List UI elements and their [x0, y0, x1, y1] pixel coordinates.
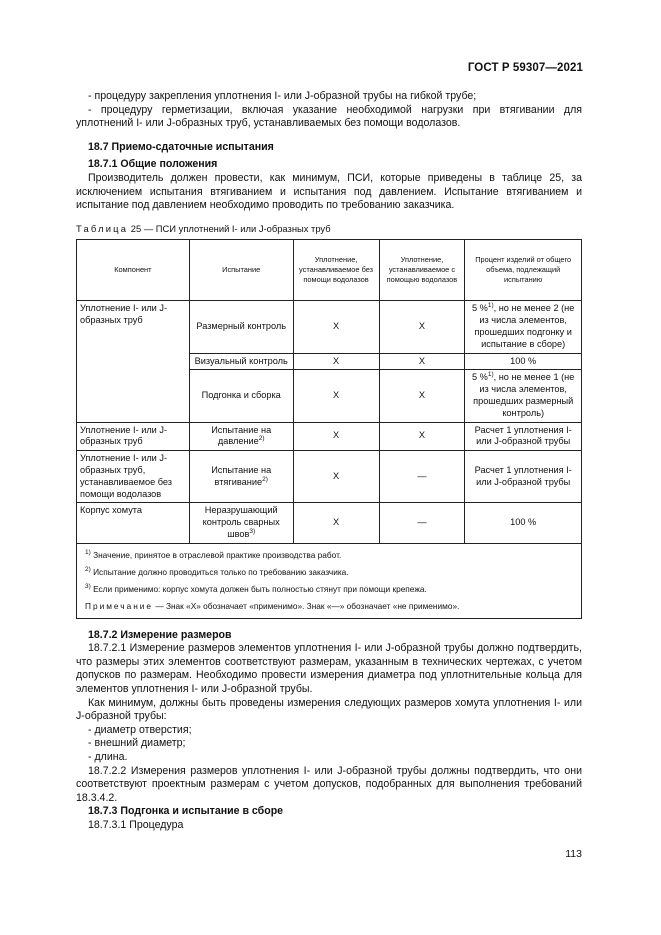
cell-percent	[465, 370, 582, 422]
table-footnotes	[77, 543, 582, 618]
footnote-ref: 3)	[249, 527, 256, 535]
header-no-divers: Уплотнение, устанавливаемое без помощи водолазов	[293, 240, 379, 301]
list-item: - длина.	[88, 751, 128, 764]
cell-test	[189, 422, 293, 451]
paragraph: Производитель должен провести, как минимум, ПСИ, которые приведены в таблице 25, за исключением испытания втягиванием и испытания под давлением. Испытание втягиванием и испытание под давлением необходимо проводить по требованию заказчика.	[76, 171, 582, 212]
cell-test: Подгонка и сборка	[189, 370, 293, 422]
cell-no-divers: X	[293, 451, 379, 503]
cell-component: Уплотнение I- или J-образных труб	[77, 422, 190, 451]
header-percent: Процент изделий от общего объема, подлежащий испытанию	[465, 240, 582, 301]
document-id-header: ГОСТ Р 59307—2021	[467, 62, 583, 74]
footnote-mark: 2)	[85, 565, 91, 573]
list-item: - процедуру закрепления уплотнения I- или J-образной трубы на гибкой трубе;	[88, 90, 477, 102]
table-footnote-row	[77, 543, 582, 618]
paragraph: 18.7.2.2 Измерения размеров уплотнения I- или J-образной трубы должны подтвердить, что они соответствуют проектным размерам с учетом допусков, подобранных для выполнения требований 18.3.4.2.	[76, 764, 582, 804]
table-header-row	[77, 240, 582, 301]
table-row	[77, 301, 582, 353]
cell-no-divers: X	[293, 503, 379, 543]
table-caption	[76, 222, 582, 236]
test-label: Испытание на давление	[211, 424, 272, 447]
cell-component: Уплотнение I- или J-образных труб, устанавливаемое без помощи водолазов	[77, 451, 190, 503]
page-content	[76, 90, 582, 833]
cell-no-divers: X	[293, 301, 379, 353]
header-test: Испытание	[189, 240, 293, 301]
cell-with-divers: X	[379, 353, 465, 370]
cell-test	[189, 451, 293, 503]
table-row	[77, 422, 582, 451]
table-note	[85, 601, 573, 612]
cell-with-divers: X	[379, 422, 465, 451]
cell-no-divers: X	[293, 422, 379, 451]
footnote-ref: 2)	[258, 435, 265, 443]
cell-with-divers: X	[379, 301, 465, 353]
footnote-text: Значение, принятое в отраслевой практике производства работ.	[93, 549, 342, 560]
footnote-text: Испытание должно проводиться только по требованию заказчика.	[93, 566, 349, 577]
test-label: Неразрушающий контроль сварных швов	[202, 505, 280, 539]
table-caption-label: Таблица	[76, 222, 129, 234]
cell-percent: Расчет 1 уплотнения I- или J-образной трубы	[465, 451, 582, 503]
table-row	[77, 451, 582, 503]
subsection-heading: 18.7.2 Измерение размеров	[88, 628, 232, 641]
cell-no-divers: X	[293, 353, 379, 370]
percent-detail: , но не менее 1 (не из числа элементов, прошедших размерный контроль)	[473, 372, 575, 418]
cell-with-divers: X	[379, 370, 465, 422]
footnote	[85, 550, 573, 561]
header-with-divers: Уплотнение, устанавливаемое с помощью водолазов	[379, 240, 465, 301]
subsection-heading: 18.7.3 Подгонка и испытание в сборе	[88, 805, 284, 818]
cell-no-divers: X	[293, 370, 379, 422]
footnote	[85, 584, 573, 595]
paragraph: Как минимум, должны быть проведены измерения следующих размеров хомута уплотнения I- или J-образной трубы:	[76, 696, 582, 723]
table-row	[77, 503, 582, 543]
footnote-mark: 1)	[85, 548, 91, 556]
percent-detail: , но не менее 2 (не из числа элементов, прошедших подгонку и испытание в сборе)	[474, 303, 575, 349]
cell-test: Визуальный контроль	[189, 353, 293, 370]
table-caption-text: 25 — ПСИ уплотнений I- или J-образных труб	[130, 222, 331, 234]
header-component: Компонент	[77, 240, 190, 301]
cell-percent: 100 %	[465, 503, 582, 543]
cell-percent: 100 %	[465, 353, 582, 370]
percent-value: 5 %	[471, 372, 488, 383]
paragraph: 18.7.2.1 Измерение размеров элементов уплотнения I- или J-образной трубы должно подтвердить, что размеры этих элементов соответствуют размерам, указанным в технических чертежах, с учетом допусков по размерам. Необходимо провести измерения диаметра под уплотнительные кольца для элементов уплотнения I- или J-образной трубы.	[76, 642, 582, 696]
footnote	[85, 567, 573, 578]
footnote-ref: 1)	[487, 371, 494, 379]
note-label: Примечание	[85, 600, 154, 611]
list-item: - диаметр отверстия;	[88, 723, 192, 736]
cell-component: Корпус хомута	[77, 503, 190, 543]
footnote-ref: 2)	[262, 475, 268, 483]
paragraph: 18.7.3.1 Процедура	[88, 819, 184, 831]
percent-value: 5 %	[471, 303, 488, 314]
subsection-heading: 18.7.1 Общие положения	[88, 158, 218, 171]
cell-component: Уплотнение I- или J-образных труб	[77, 301, 190, 422]
cell-test: Размерный контроль	[189, 301, 293, 353]
test-label: Испытание на втягивание	[211, 464, 272, 487]
list-item: - процедуру герметизации, включая указание необходимой нагрузки при втягивании для уплотнений I- или J-образных труб, устанавливаемых без помощи водолазов.	[76, 103, 582, 130]
cell-percent: Расчет 1 уплотнения I- или J-образной трубы	[465, 422, 582, 451]
section-heading: 18.7 Приемо-сдаточные испытания	[88, 140, 274, 153]
list-item: - внешний диаметр;	[88, 737, 186, 750]
footnote-ref: 1)	[487, 302, 494, 310]
cell-with-divers: —	[379, 503, 465, 543]
cell-test	[189, 503, 293, 543]
page-number: 113	[565, 848, 582, 860]
cell-percent	[465, 301, 582, 353]
note-text: — Знак «X» обозначает «применимо». Знак «—» обозначает «не применимо».	[155, 600, 460, 611]
cell-with-divers: —	[379, 451, 465, 503]
footnote-text: Если применимо: корпус хомута должен быть полностью стянут при помощи крепежа.	[93, 583, 427, 594]
psi-table	[76, 239, 582, 618]
footnote-mark: 3)	[85, 582, 91, 590]
